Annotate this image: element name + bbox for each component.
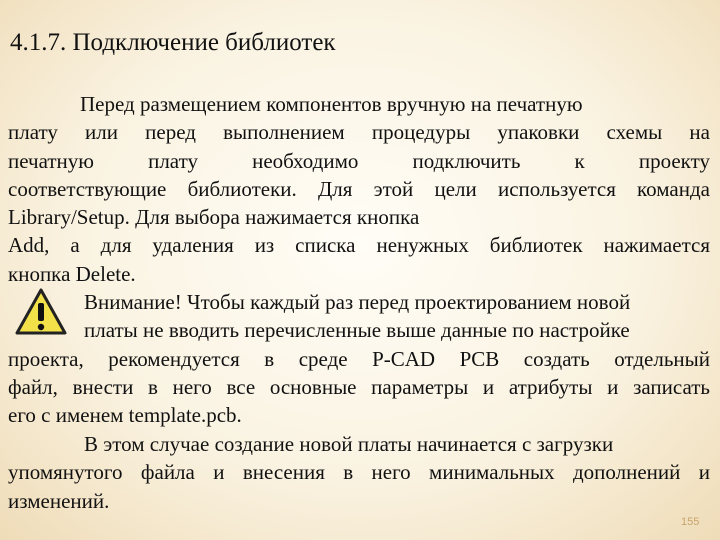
- paragraph-line: печатную плату необходимо подключить к проекту: [8, 149, 710, 173]
- paragraph-line: плату или перед выполнением процедуры упаковки схемы на: [8, 120, 710, 144]
- paragraph-line: Add, а для удаления из списка ненужных библиотек нажимается: [8, 233, 710, 257]
- paragraph-line: изменений.: [8, 489, 110, 513]
- page-number: 155: [681, 516, 700, 528]
- paragraph-line: Перед размещением компонентов вручную на печатную: [80, 92, 583, 116]
- warning-line: проекта, рекомендуется в среде P-CAD PCB создать отдельный: [8, 347, 710, 371]
- paragraph-line: Library/Setup. Для выбора нажимается кнопка: [8, 205, 420, 229]
- warning-line: файл, внести в него все основные параметры и атрибуты и записать: [8, 375, 710, 399]
- warning-icon: [15, 288, 67, 336]
- warning-line: Внимание! Чтобы каждый раз перед проектированием новой: [84, 290, 631, 314]
- paragraph-line: кнопка Delete.: [8, 262, 136, 286]
- warning-line: его с именем template.pcb.: [8, 403, 242, 427]
- warning-line: платы не вводить перечисленные выше данные по настройке: [84, 318, 630, 342]
- paragraph-line: В этом случае создание новой платы начинается с загрузки: [84, 432, 614, 456]
- page-title: 4.1.7. Подключение библиотек: [10, 29, 336, 56]
- paragraph-line: упомянутого файла и внесения в него минимальных дополнений и: [8, 460, 710, 484]
- paragraph-line: соответствующие библиотеки. Для этой цели используется команда: [8, 177, 710, 201]
